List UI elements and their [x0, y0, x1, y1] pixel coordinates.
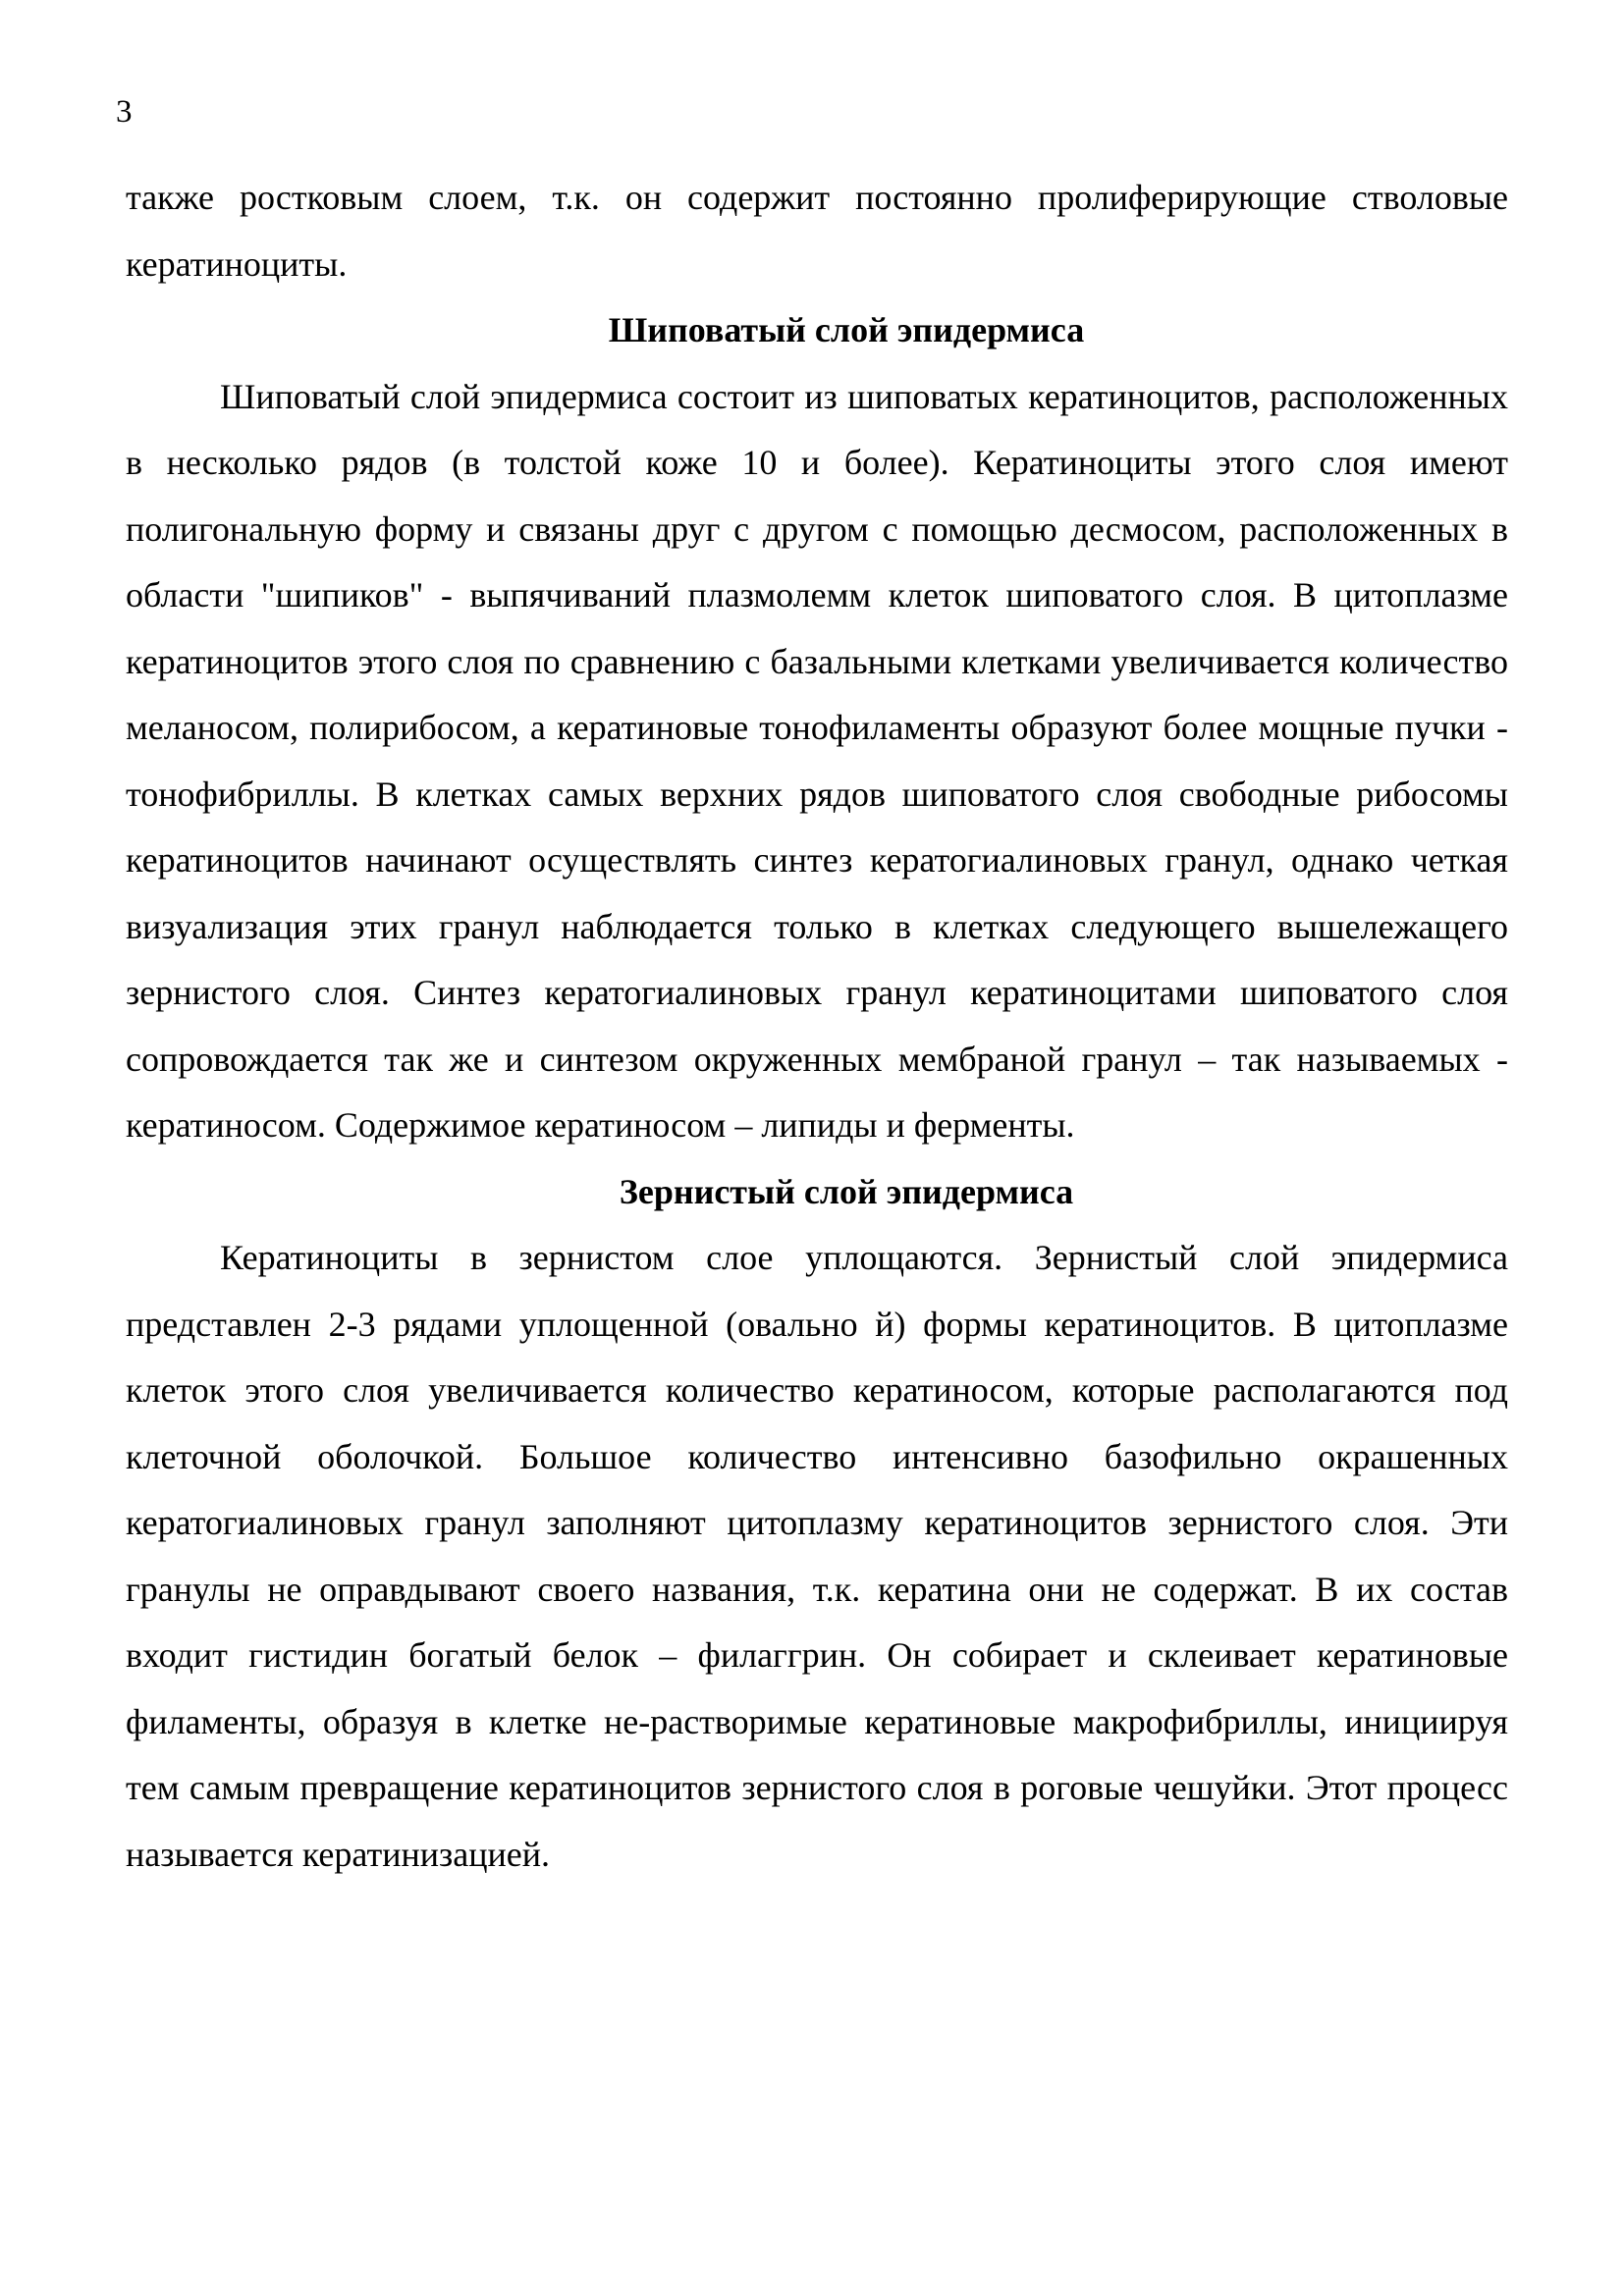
section-heading-spinous-layer: Шиповатый слой эпидермиса: [608, 310, 1085, 349]
section-heading-granular-layer: Зернистый слой эпидермиса: [619, 1171, 1074, 1211]
page-number: 3: [116, 94, 133, 130]
intro-paragraph: также ростковым слоем, т.к. он содержит постоянно пролиферирующие стволовые кератиноциты.: [126, 178, 1508, 284]
document-body: [126, 165, 1508, 1888]
section-paragraph-spinous-layer: Шиповатый слой эпидермиса состоит из шиповатых кератиноцитов, расположенных в несколько рядов (в толстой коже 10 и более). Кератиноциты этого слоя имеют полигональную форму и связаны друг с другом с помощью десмосом, расположенных в области "шипиков" - выпячиваний плазмолемм клеток шиповатого слоя. В цитоплазме кератиноцитов этого слоя по сравнению с базальными клетками увеличивается количество меланосом, полирибосом, а кератиновые тонофиламенты образуют более мощные пучки - тонофибриллы. В клетках самых верхних рядов шиповатого слоя свободные рибосомы кератиноцитов начинают осуществлять синтез кератогиалиновых гранул, однако четкая визуализация этих гранул наблюдается только в клетках следующего вышележащего зернистого слоя. Синтез кератогиалиновых гранул кератиноцитами шиповатого слоя сопровождается так же и синтезом окруженных мембраной гранул – так называемых - кератиносом. Содержимое кератиносом – липиды и ферменты.: [126, 376, 1508, 1145]
section-paragraph-granular-layer: Кератиноциты в зернистом слое уплощаются. Зернистый слой эпидермиса представлен 2-3 рядами уплощенной (овально й) формы кератиноцитов. В цитоплазме клеток этого слоя увеличивается количество кератиносом, которые располагаются под клеточной оболочкой. Большое количество интенсивно базофильно окрашенных кератогиалиновых гранул заполняют цитоплазму кератиноцитов зернистого слоя. Эти гранулы не оправдывают своего названия, т.к. кератина они не содержат. В их состав входит гистидин богатый белок – филаггрин. Он собирает и склеивает кератиновые филаменты, образуя в клетке не-растворимые кератиновые макрофибриллы, инициируя тем самым превращение кератиноцитов зернистого слоя в роговые чешуйки. Этот процесс называется кератинизацией.: [126, 1238, 1508, 1874]
